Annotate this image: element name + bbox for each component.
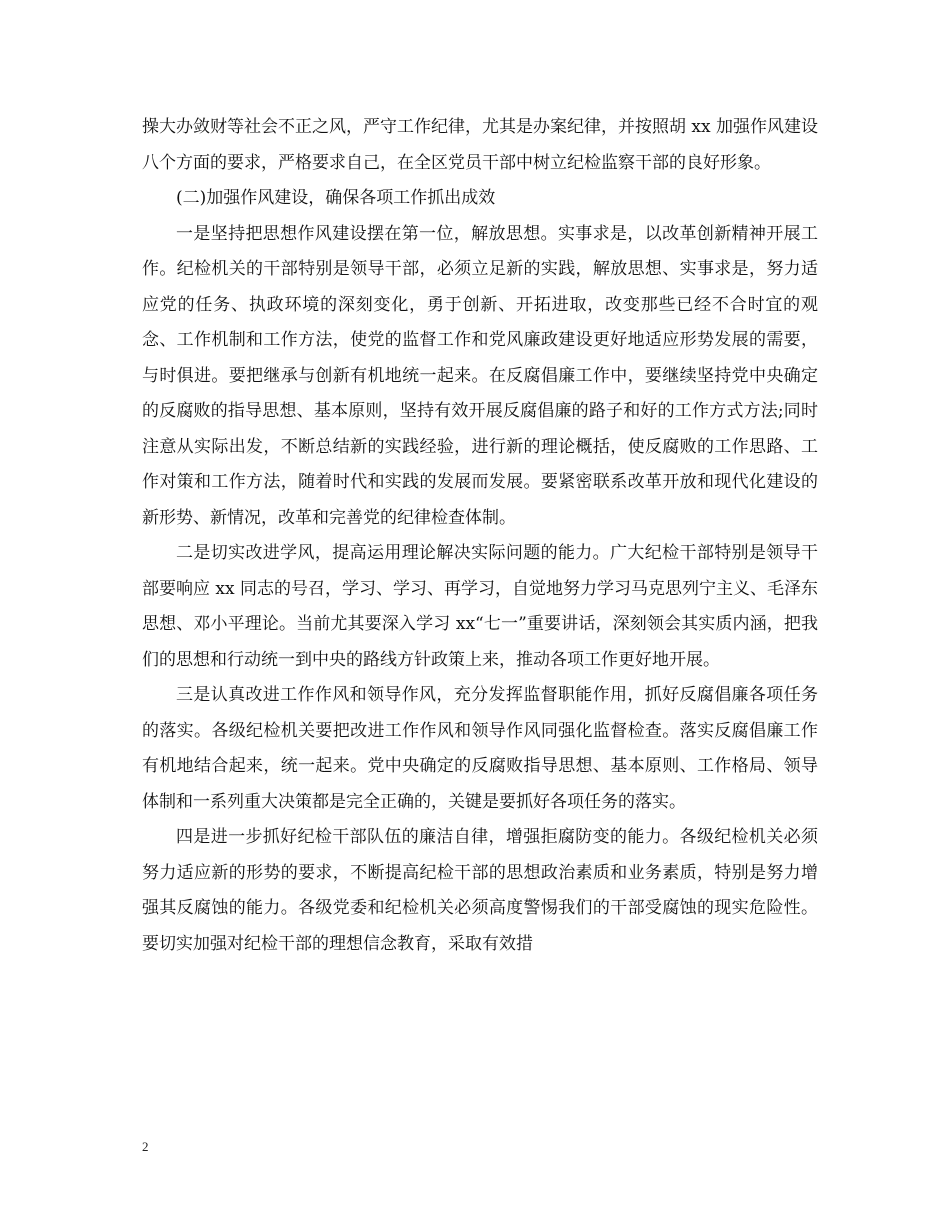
paragraph-point-three: 三是认真改进工作作风和领导作风，充分发挥监督职能作用，抓好反腐倡廉各项任务的落实。各级纪检机关要把改进工作作风和领导作风同强化监督检查。落实反腐倡廉工作有机地结合起来，统一起来。党中央确定的反腐败指导思想、基本原则、工作格局、领导体制和一系列重大决策都是完全正确的，关键是要抓好各项任务的落实。 (142, 685, 818, 812)
page-number: 2 (142, 1139, 149, 1154)
paragraph-continuation: 操大办敛财等社会不正之风，严守工作纪律，尤其是办案纪律，并按照胡 xx 加强作风建设八个方面的要求，严格要求自己，在全区党员干部中树立纪检监察干部的良好形象。 (142, 117, 818, 173)
paragraph-point-four: 四是进一步抓好纪检干部队伍的廉洁自律，增强拒腐防变的能力。各级纪检机关必须努力适应新的形势的要求，不断提高纪检干部的思想政治素质和业务素质，特别是努力增强其反腐蚀的能力。各级党委和纪检机关必须高度警惕我们的干部受腐蚀的现实危险性。要切实加强对纪检干部的理想信念教育，采取有效措 (142, 827, 818, 954)
paragraph-point-one: 一是坚持把思想作风建设摆在第一位，解放思想。实事求是，以改革创新精神开展工作。纪检机关的干部特别是领导干部，必须立足新的实践，解放思想、实事求是，努力适应党的任务、执政环境的深刻变化，勇于创新、开拓进取，改变那些已经不合时宜的观念、工作机制和工作方法，使党的监督工作和党风廉政建设更好地适应形势发展的需要，与时俱进。要把继承与创新有机地统一起来。在反腐倡廉工作中，要继续坚持党中央确定的反腐败的指导思想、基本原则，坚持有效开展反腐倡廉的路子和好的工作方式方法;同时注意从实际出发，不断总结新的实践经验，进行新的理论概括，使反腐败的工作思路、工作对策和工作方法，随着时代和实践的发展而发展。要紧密联系改革开放和现代化建设的新形势、新情况，改革和完善党的纪律检查体制。 (142, 223, 818, 528)
section-heading: (二)加强作风建设，确保各项工作抓出成效 (176, 188, 496, 208)
paragraph-point-two: 二是切实改进学风，提高运用理论解决实际问题的能力。广大纪检干部特别是领导干部要响应 xx 同志的号召，学习、学习、再学习，自觉地努力学习马克思列宁主义、毛泽东思想、邓小平理论。当前尤其要深入学习 xx“七一”重要讲话，深刻领会其实质内涵，把我们的思想和行动统一到中央的路线方针政策上来，推动各项工作更好地开展。 (142, 543, 818, 670)
document-body (142, 110, 818, 962)
